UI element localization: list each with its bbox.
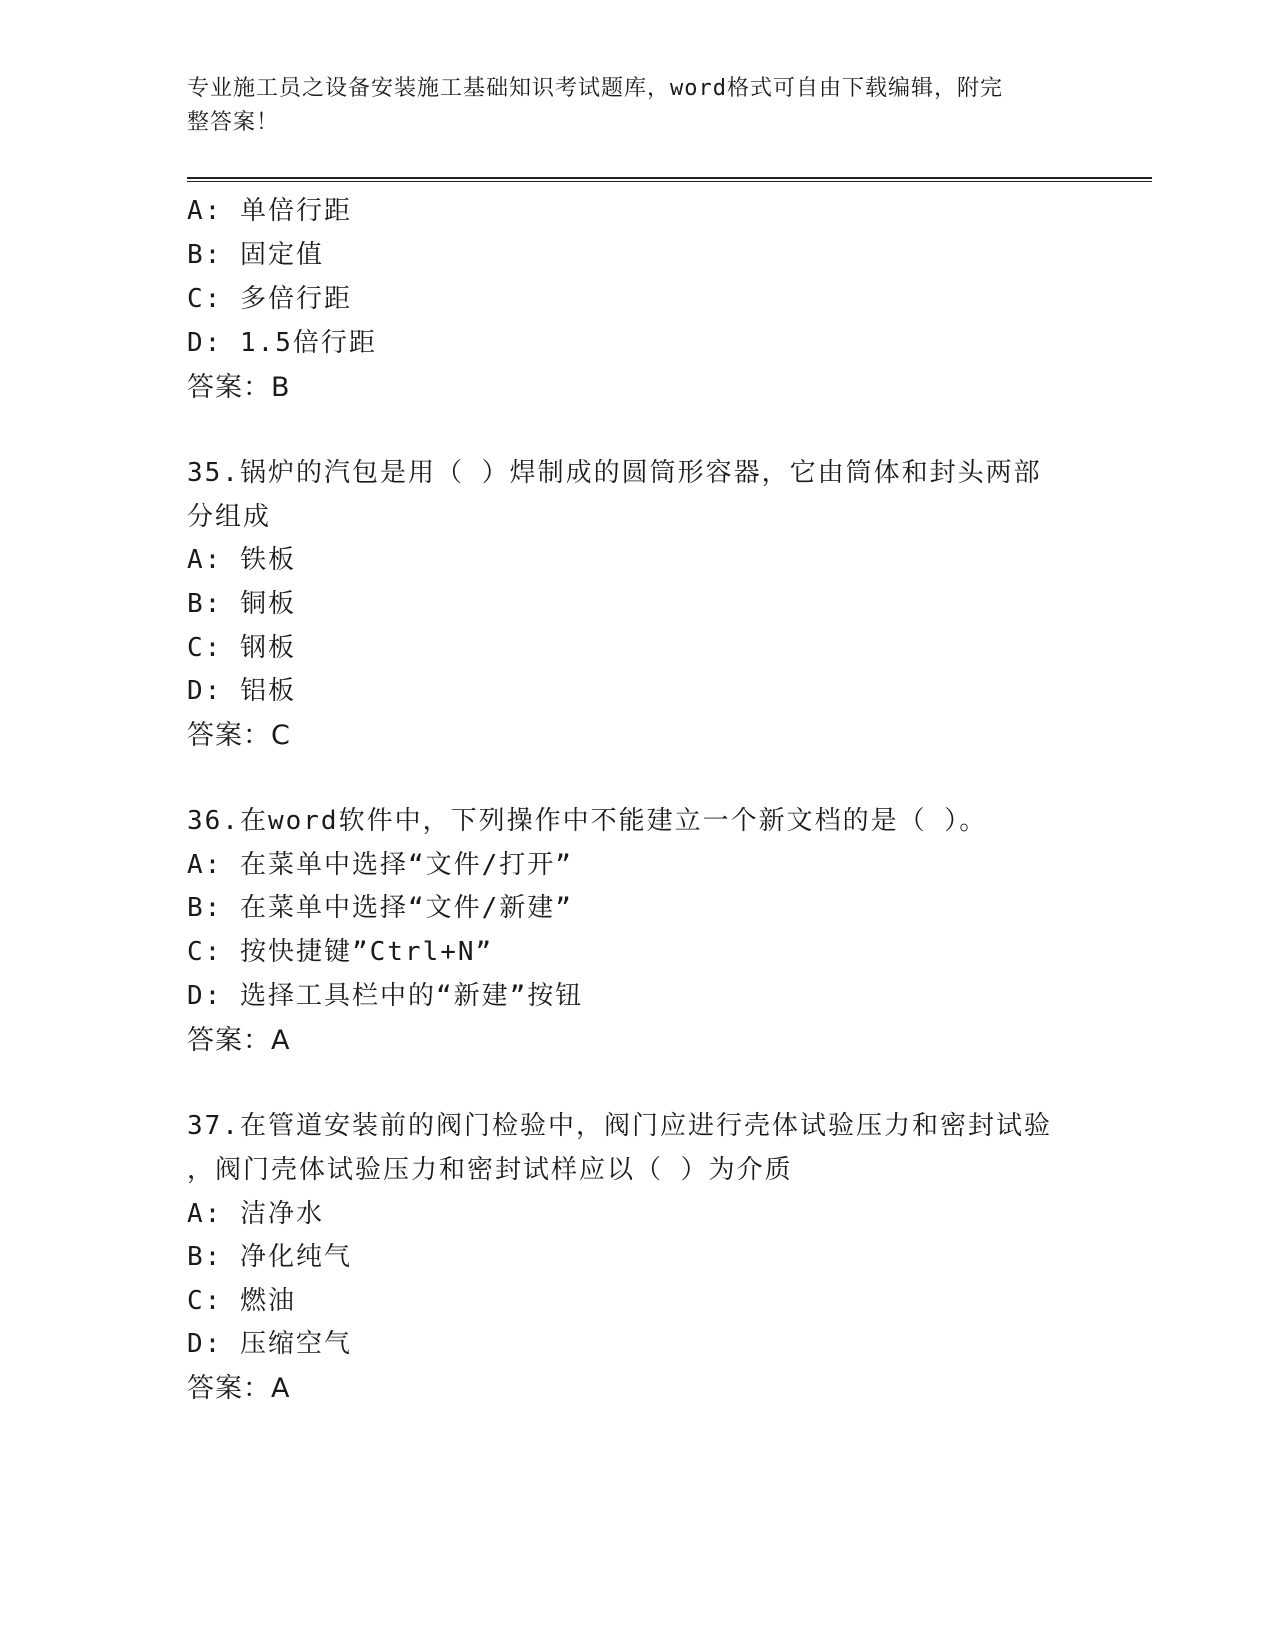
q35-option-a: A: 铁板 xyxy=(187,545,296,575)
header-rule-thin xyxy=(187,181,1152,182)
q37-option-c: C: 燃油 xyxy=(187,1286,296,1316)
q34-answer: 答案：B xyxy=(187,372,291,403)
q35-option-c: C: 钢板 xyxy=(187,633,296,663)
q37-stem-line-1: 37.在管道安装前的阀门检验中，阀门应进行壳体试验压力和密封试验 xyxy=(187,1111,1052,1141)
q37-answer: 答案：A xyxy=(187,1373,291,1404)
q36-option-c: C: 按快捷键”Ctrl+N” xyxy=(187,937,494,967)
q34-option-c: C: 多倍行距 xyxy=(187,284,352,314)
document-header xyxy=(187,72,1067,140)
q37-option-d: D: 压缩空气 xyxy=(187,1329,352,1359)
q36-option-a: A: 在菜单中选择“文件/打开” xyxy=(187,850,573,880)
q36-option-d: D: 选择工具栏中的“新建”按钮 xyxy=(187,981,584,1011)
q35-stem-line-1: 35.锅炉的汽包是用（ ）焊制成的圆筒形容器，它由筒体和封头两部 xyxy=(187,458,1042,488)
q34-option-d: D: 1.5倍行距 xyxy=(187,328,377,358)
q35-answer: 答案：C xyxy=(187,720,291,751)
header-line-2: 整答案！ xyxy=(187,110,280,135)
q35-stem-line-2: 分组成 xyxy=(187,502,272,532)
q34-option-b: B: 固定值 xyxy=(187,240,324,270)
q35-option-d: D: 铝板 xyxy=(187,676,296,706)
q36-stem-line-1: 36.在word软件中，下列操作中不能建立一个新文档的是（ ）。 xyxy=(187,806,988,836)
q35-option-b: B: 铜板 xyxy=(187,589,296,619)
q36-answer: 答案：A xyxy=(187,1025,291,1056)
q37-option-a: A: 洁净水 xyxy=(187,1199,324,1229)
q36-option-b: B: 在菜单中选择“文件/新建” xyxy=(187,893,573,923)
q37-option-b: B: 净化纯气 xyxy=(187,1242,352,1272)
q34-option-a: A: 单倍行距 xyxy=(187,196,352,226)
header-rule xyxy=(187,177,1152,179)
header-line-1: 专业施工员之设备安装施工基础知识考试题库，word格式可自由下载编辑，附完 xyxy=(187,76,1003,101)
q37-stem-line-2: ，阀门壳体试验压力和密封试样应以（ ）为介质 xyxy=(187,1155,793,1185)
